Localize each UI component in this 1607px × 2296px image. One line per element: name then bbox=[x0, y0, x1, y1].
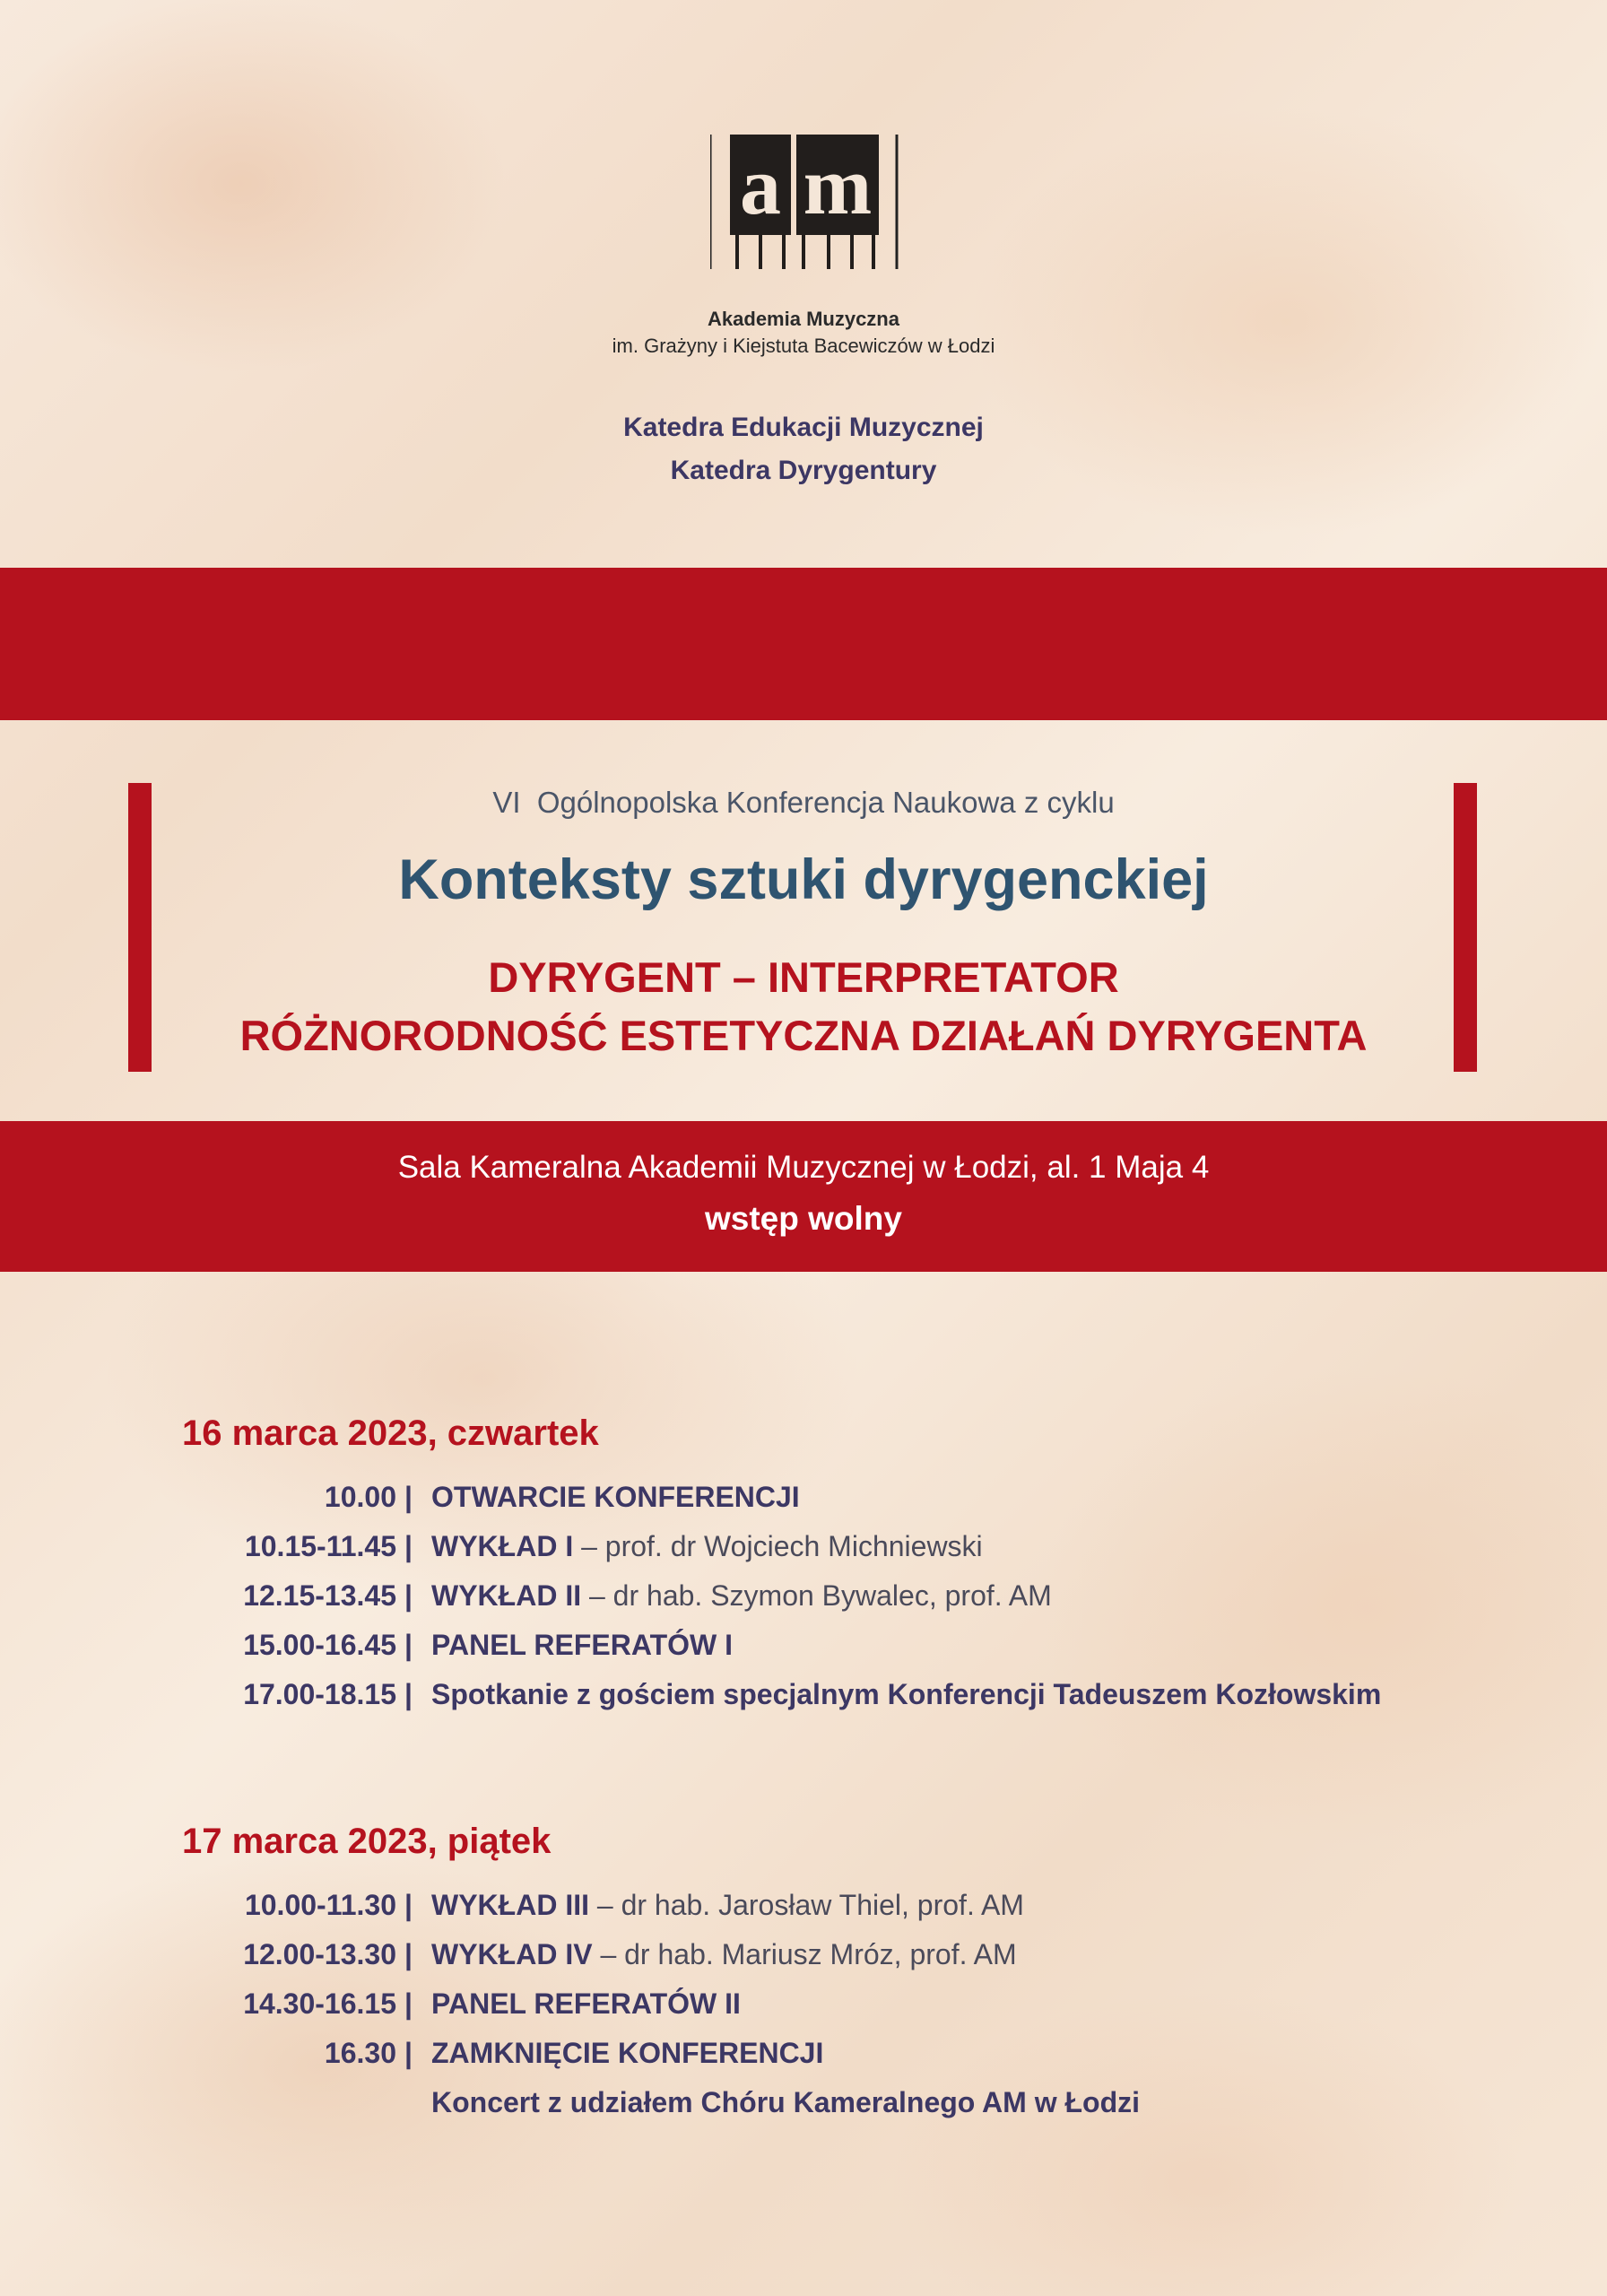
venue-address: Sala Kameralna Akademii Muzycznej w Łodzi, al. 1 Maja 4 bbox=[397, 1150, 1210, 1185]
schedule-time: 10.00 bbox=[324, 1481, 396, 1513]
schedule-time: 14.30-16.15 bbox=[243, 1987, 396, 2020]
conference-theme-line2: RÓŻNORODNOŚĆ ESTETYCZNA DZIAŁAŃ DYRYGENTA bbox=[239, 1012, 1368, 1059]
schedule-title: OTWARCIE KONFERENCJI bbox=[431, 1481, 800, 1513]
schedule-row bbox=[0, 1938, 1607, 1983]
day1-heading: 16 marca 2023, czwartek bbox=[182, 1413, 599, 1453]
schedule-time: 17.00-18.15 bbox=[243, 1678, 396, 1710]
schedule-separator: | bbox=[404, 2037, 413, 2069]
venue-band bbox=[0, 1121, 1607, 1272]
schedule-item bbox=[431, 2037, 823, 2070]
schedule-title: WYKŁAD IV bbox=[431, 1938, 593, 1970]
schedule-row bbox=[0, 1987, 1607, 2032]
schedule-separator: | bbox=[404, 1678, 413, 1710]
conference-theme-line1: DYRYGENT – INTERPRETATOR bbox=[488, 953, 1119, 1001]
schedule-separator: | bbox=[404, 1629, 413, 1661]
schedule-speaker: – prof. dr Wojciech Michniewski bbox=[573, 1530, 983, 1562]
schedule-item bbox=[431, 1678, 1381, 1711]
schedule-separator: | bbox=[404, 1987, 413, 2020]
schedule-time: 10.00-11.30 bbox=[244, 1889, 396, 1921]
schedule-separator: | bbox=[404, 1889, 413, 1921]
schedule-title: Koncert z udziałem Chóru Kameralnego AM w Łodzi bbox=[431, 2086, 1140, 2118]
logo-letter-a: a bbox=[740, 140, 781, 231]
schedule-time: 16.30 bbox=[324, 2037, 396, 2069]
free-entry-label: wstęp wolny bbox=[705, 1200, 902, 1237]
schedule-title: WYKŁAD III bbox=[431, 1889, 589, 1921]
closing-concert-note bbox=[431, 2086, 1140, 2119]
schedule-speaker: – dr hab. Szymon Bywalec, prof. AM bbox=[581, 1579, 1052, 1612]
schedule-title: Spotkanie z gościem specjalnym Konferencji Tadeuszem Kozłowskim bbox=[431, 1678, 1382, 1710]
schedule-item bbox=[431, 1579, 1052, 1613]
schedule-time: 15.00-16.45 bbox=[243, 1629, 396, 1661]
schedule-separator: | bbox=[404, 1481, 413, 1513]
conference-title: Konteksty sztuki dyrygenckiej bbox=[398, 848, 1209, 911]
schedule-title: PANEL REFERATÓW II bbox=[431, 1987, 741, 2020]
department-conducting: Katedra Dyrygentury bbox=[670, 456, 937, 485]
schedule-time: 12.00-13.30 bbox=[243, 1938, 396, 1970]
piano-keys-logo bbox=[710, 135, 899, 274]
schedule-row bbox=[0, 1530, 1607, 1575]
schedule-speaker: – dr hab. Jarosław Thiel, prof. AM bbox=[588, 1889, 1024, 1921]
schedule-separator: | bbox=[404, 1938, 413, 1970]
top-red-band bbox=[0, 568, 1607, 720]
institution-name: Akademia Muzyczna bbox=[708, 308, 899, 330]
schedule-row bbox=[0, 1481, 1607, 1526]
schedule-row bbox=[0, 1629, 1607, 1674]
schedule-item bbox=[431, 1481, 800, 1514]
logo-letter-m: m bbox=[803, 140, 873, 231]
schedule-item bbox=[431, 1889, 1024, 1922]
schedule-row bbox=[0, 1579, 1607, 1624]
conference-series: VI Ogólnopolska Konferencja Naukowa z cyklu bbox=[492, 786, 1115, 819]
schedule-row bbox=[0, 2086, 1607, 2131]
department-music-education: Katedra Edukacji Muzycznej bbox=[623, 413, 984, 442]
schedule-item bbox=[431, 1530, 983, 1563]
schedule-title: ZAMKNIĘCIE KONFERENCJI bbox=[431, 2037, 824, 2069]
schedule-item bbox=[431, 1629, 733, 1662]
schedule-row bbox=[0, 1678, 1607, 1723]
schedule-separator: | bbox=[404, 1579, 413, 1612]
institution-subtitle: im. Grażyny i Kiejstuta Bacewiczów w Łodzi bbox=[612, 335, 995, 357]
schedule-title: WYKŁAD II bbox=[431, 1579, 582, 1612]
schedule-time: 10.15-11.45 bbox=[244, 1530, 396, 1562]
day2-heading: 17 marca 2023, piątek bbox=[182, 1822, 552, 1861]
schedule-row bbox=[0, 2037, 1607, 2082]
schedule-item bbox=[431, 1987, 741, 2021]
schedule-time: 12.15-13.45 bbox=[243, 1579, 396, 1612]
schedule-separator: | bbox=[404, 1530, 413, 1562]
schedule-row bbox=[0, 1889, 1607, 1934]
schedule-title: PANEL REFERATÓW I bbox=[431, 1629, 733, 1661]
schedule-speaker: – dr hab. Mariusz Mróz, prof. AM bbox=[592, 1938, 1017, 1970]
schedule-title: WYKŁAD I bbox=[431, 1530, 574, 1562]
schedule-item bbox=[431, 1938, 1017, 1971]
